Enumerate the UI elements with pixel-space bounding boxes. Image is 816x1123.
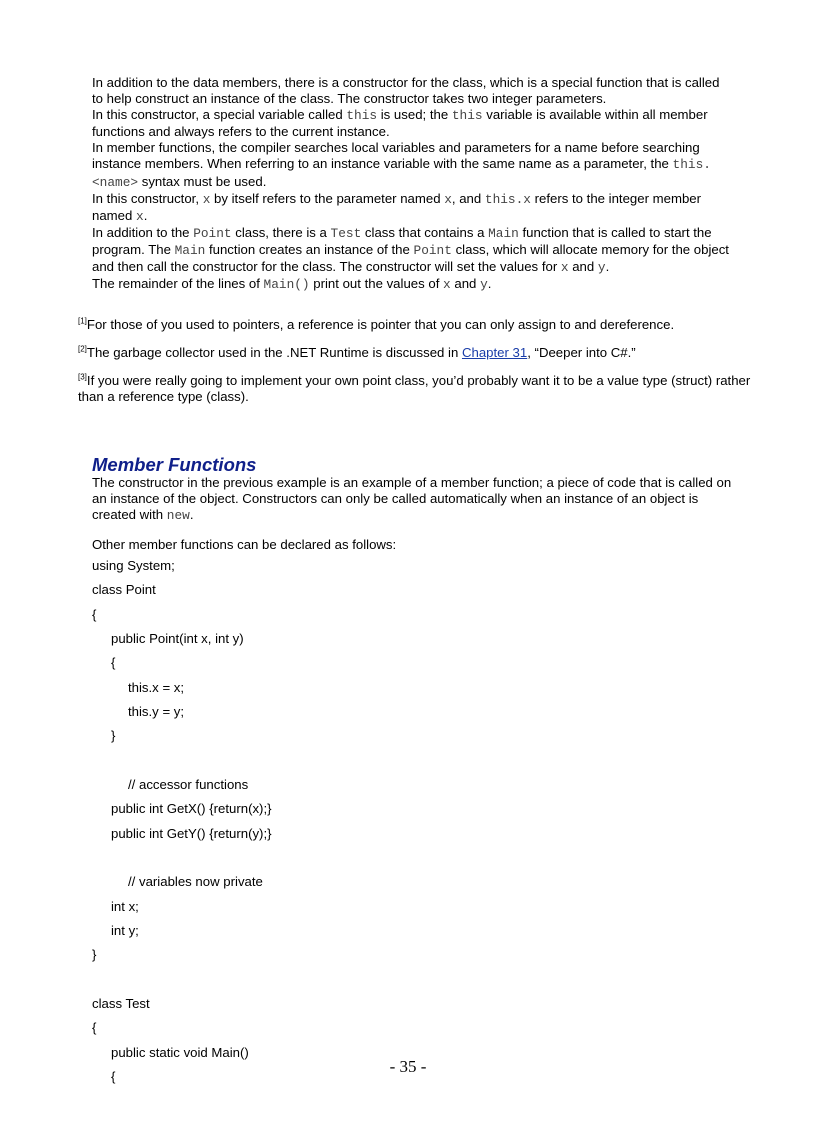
code-line: this.x = x; xyxy=(128,680,185,695)
code-line: this.y = y; xyxy=(128,704,185,719)
intro-paragraph-x: In this constructor, x by itself refers to the parameter named x, and this.x refers to the integer member named x. xyxy=(92,190,702,224)
code-line: { xyxy=(111,1069,116,1084)
footnote-1-marker[interactable]: [1] xyxy=(78,316,87,326)
footnote-2-marker[interactable]: [2] xyxy=(78,344,87,354)
code-line: int y; xyxy=(111,923,139,938)
intro-paragraph-lookup: In member functions, the compiler searches local variables and parameters for a name before searching instance members. When referring to an instance variable with the same name as a parameter, the this.<name> syntax must be used. xyxy=(92,140,711,190)
page-number: - 35 - xyxy=(389,1057,427,1076)
code-line: { xyxy=(92,607,97,622)
code-line: public static void Main() xyxy=(111,1045,249,1060)
code-line: { xyxy=(92,1020,97,1035)
section-title: Member Functions xyxy=(92,454,257,475)
intro-text xyxy=(92,75,732,293)
code-line: class Point xyxy=(92,582,156,597)
code-line: class Test xyxy=(92,996,150,1011)
code-line: using System; xyxy=(92,558,175,573)
code-line: } xyxy=(92,947,97,962)
code-line: { xyxy=(111,655,116,670)
section-body: The constructor in the previous example is an example of a member function; a piece of code that is called on an instance of the object. Constructors can only be called automatically when an instance of an object is created with new. xyxy=(92,475,732,524)
code-line: // accessor functions xyxy=(128,777,249,792)
other-functions-intro: Other member functions can be declared as follows: xyxy=(92,537,397,552)
intro-paragraph-constructor: In addition to the data members, there is a constructor for the class, which is a special function that is called to help construct an instance of the class. The constructor takes two integer parameters. xyxy=(92,75,720,107)
code-line: // variables now private xyxy=(128,874,263,889)
code-line: public Point(int x, int y) xyxy=(111,631,244,646)
code-line: } xyxy=(111,728,116,743)
intro-paragraph-remainder: The remainder of the lines of Main() print out the values of x and y. xyxy=(92,276,492,293)
footnote-3-marker[interactable]: [3] xyxy=(78,372,87,382)
intro-paragraph-this: In this constructor, a special variable called this is used; the this variable is available within all member functions and always refers to the current instance. xyxy=(92,107,708,140)
code-line: int x; xyxy=(111,899,139,914)
code-line: public int GetX() {return(x);} xyxy=(111,801,272,816)
footnote-2: [2]The garbage collector used in the .NET Runtime is discussed in Chapter 31, “Deeper into C#.” xyxy=(78,344,636,360)
chapter-31-link[interactable]: Chapter 31 xyxy=(461,345,528,360)
intro-paragraph-test-class: In addition to the Point class, there is a Test class that contains a Main function that is called to start the program. The Main function creates an instance of the Point class, which will allocate memory for the object and then call the constructor for the class. The constructor will set the values for x and y. xyxy=(92,224,729,276)
footnote-3: [3]If you were really going to implement your own point class, you’d probably want it to be a value type (struct) rather than a reference type (class). xyxy=(78,372,751,405)
footnote-1: [1]For those of you used to pointers, a reference is pointer that you can only assign to and dereference. xyxy=(78,316,675,332)
code-line: public int GetY() {return(y);} xyxy=(111,826,272,841)
